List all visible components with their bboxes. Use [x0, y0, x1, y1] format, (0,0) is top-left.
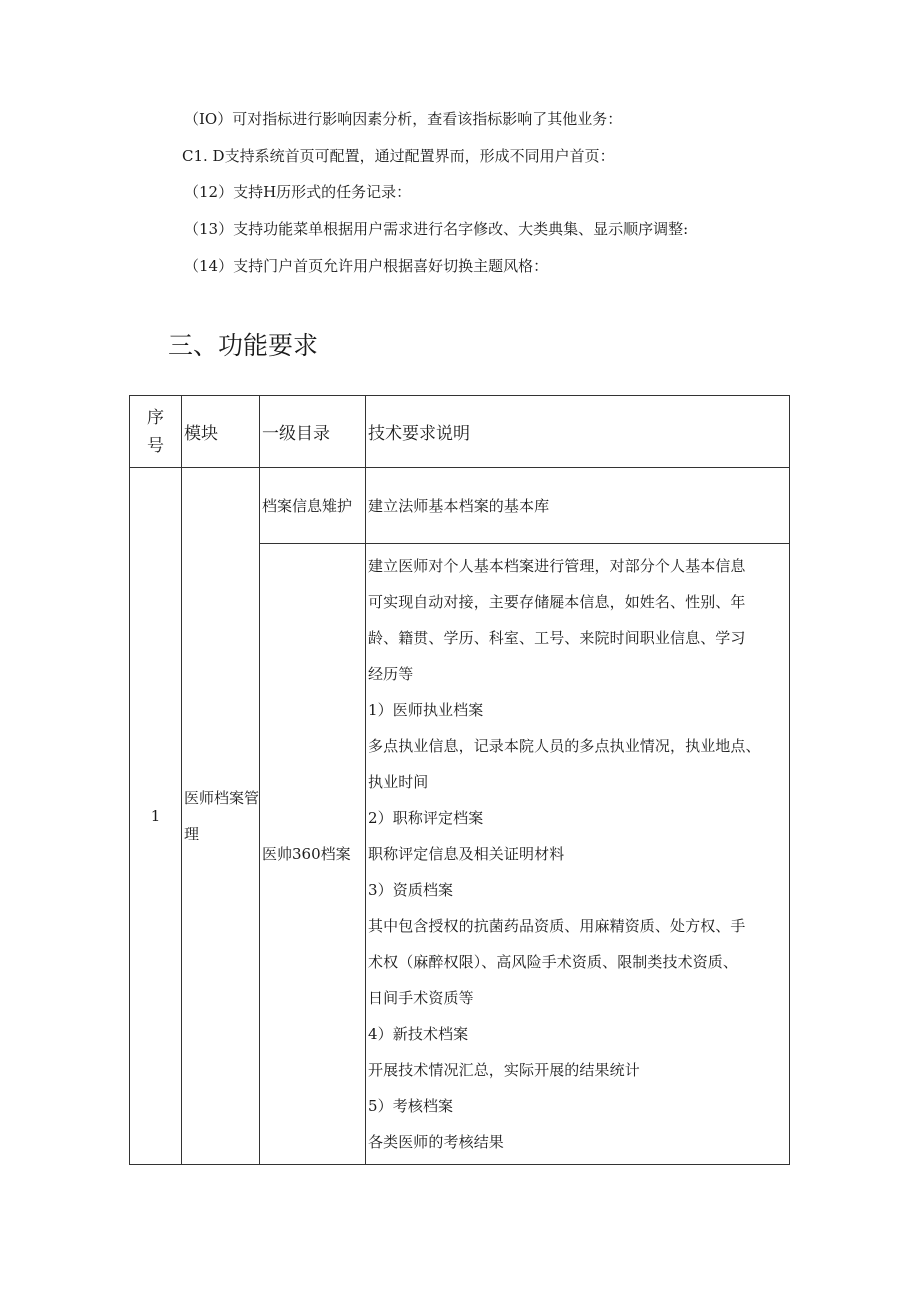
table-row — [130, 468, 790, 544]
list-item: （IO）可对指标进行影响因素分析，查看该指标影响了其他业务： — [184, 110, 623, 128]
desc-line: 经历等 — [368, 665, 414, 683]
desc-line: 建立医师对个人基本档案进行管理，对部分个人基本信息 — [368, 557, 746, 575]
desc-line: 其中包含授权的抗菌药品资质、用麻精资质、处方权、手 — [368, 917, 746, 935]
desc-line: 日间手术资质等 — [368, 989, 474, 1007]
row-level1-archive-info: 档案信息雉护 — [260, 468, 366, 544]
table-header-row — [130, 396, 790, 468]
list-item: （13）支持功能菜单根据用户需求进行名字修改、大类典集、显示顺序调整: — [184, 220, 689, 238]
desc-line: 龄、籍贯、学历、科室、工号、来院时间职业信息、学习 — [368, 629, 746, 647]
list-item: C1. D支持系统首页可配置，通过配置界而，形成不同用户首页： — [182, 147, 615, 165]
row-desc-archive-info — [366, 468, 790, 544]
requirements-table — [129, 395, 790, 1165]
row-desc-doctor-360 — [366, 544, 790, 1165]
desc-line: 4）新技术档案 — [368, 1025, 469, 1043]
row-level1-doctor-360: 医帅360档案 — [260, 544, 366, 1165]
section-title: 三、功能要求 — [168, 331, 319, 360]
desc-line: 职称评定信息及相关证明材料 — [368, 845, 565, 863]
row-seq: 1 — [130, 468, 182, 1165]
header-seq: 序号 — [130, 396, 182, 468]
desc-line: 执业时间 — [368, 773, 429, 791]
desc-line: 1）医师执业档案 — [368, 701, 484, 719]
header-module: 模块 — [182, 396, 260, 468]
desc-line: 开展技术情况汇总，实际开展的结果统计 — [368, 1061, 640, 1079]
header-level1: 一级目录 — [260, 396, 366, 468]
desc-line: 3）资质档案 — [368, 881, 454, 899]
desc-line: 可实现自动对接，主要存储屣本信息，如姓名、性别、年 — [368, 593, 746, 611]
desc-line: 术权（麻醉权限）、高风险手术资质、限制类技术资质、 — [368, 953, 739, 971]
list-item: （14）支持门户首页允许用户根据喜好切换主题风格： — [184, 257, 549, 275]
desc-line: 2）职称评定档案 — [368, 809, 484, 827]
desc-line: 5）考核档案 — [368, 1097, 454, 1115]
desc-line: 各类医师的考核结果 — [368, 1133, 504, 1151]
row-module: 医师档案管理 — [182, 468, 260, 1165]
desc-line: 多点执业信息，记录本院人员的多点执业情况，执业地点、 — [368, 737, 761, 755]
list-item: （12）支持H历形式的任务记录： — [184, 183, 412, 201]
desc-block — [368, 544, 787, 1164]
desc-line: 建立法师基本档案的基本库 — [368, 496, 550, 515]
header-desc: 技术要求说明 — [366, 396, 790, 468]
